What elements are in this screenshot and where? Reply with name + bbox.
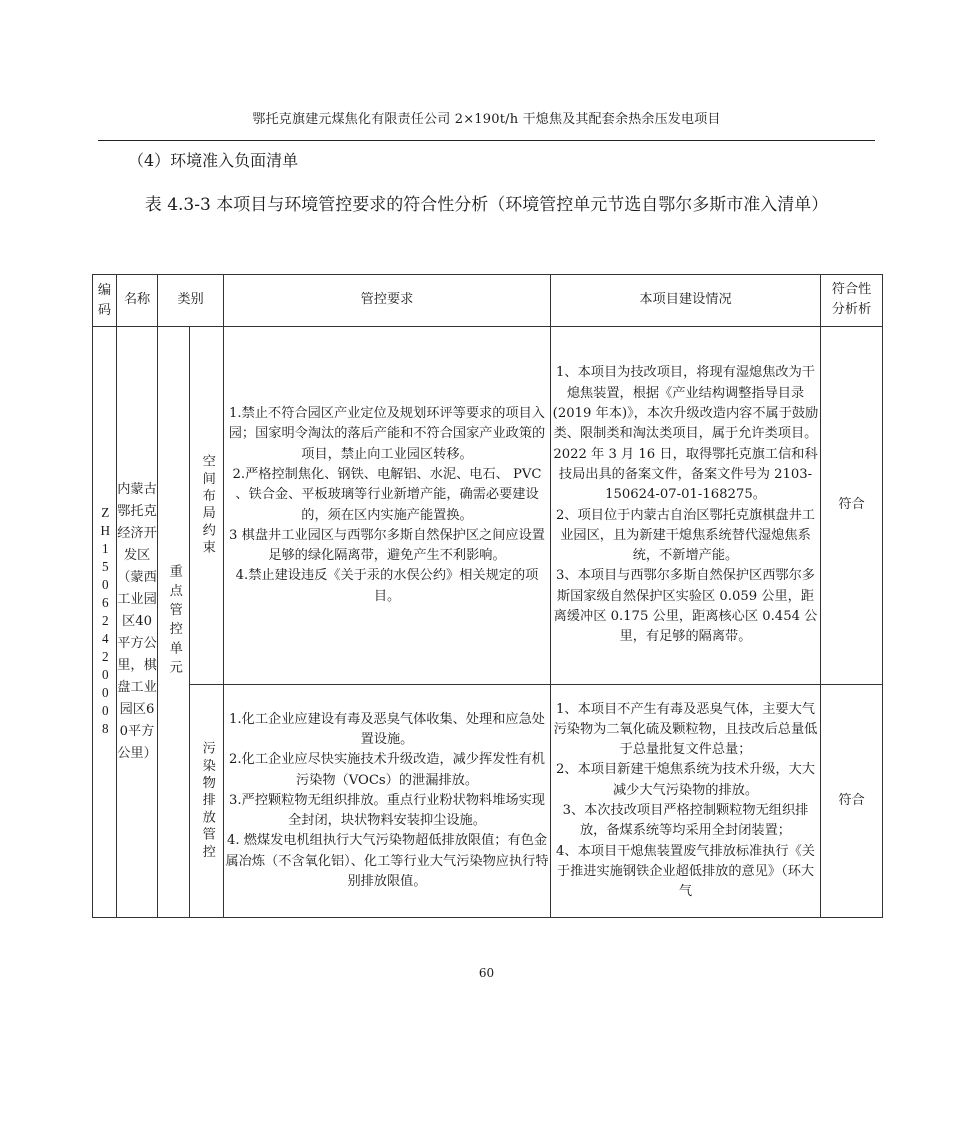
requirement-item: 4. 燃煤发电机组执行大气污染物超低排放限值；有色金属冶炼（不含氧化铝）、化工等行业大气污染物应执行特别排放限值。	[225, 833, 549, 890]
requirement-item: 4.禁止建设违反《关于汞的水俣公约》相关规定的项目。	[235, 568, 539, 604]
compliance-result: 符合	[821, 327, 883, 685]
situation-item: 3、本次技改项目严格控制颗粒物无组织排放，备煤系统等均采用全封闭装置；	[562, 803, 809, 839]
unit-code: ZH15062420008	[97, 505, 113, 739]
situation-item: 3、本项目与西鄂尔多斯自然保护区西鄂尔多斯国家级自然保护区实验区 0.059 公里，距离缓冲区 0.175 公里，距离核心区 0.454 公里，有足够的隔离带。	[553, 568, 818, 645]
header-divider	[98, 140, 875, 141]
page-number: 60	[478, 966, 495, 980]
requirement-item: 2.化工企业应尽快实施技术升级改造，减少挥发性有机污染物（VOCs）的泄漏排放。	[229, 752, 545, 788]
category-label: 空间布局约束	[199, 453, 215, 558]
category-cell	[190, 685, 224, 918]
header-compliance	[821, 275, 883, 327]
header-compliance-label: 符合性分析析	[831, 282, 872, 318]
requirement-item: 3 棋盘井工业园区与西鄂尔多斯自然保护区之间应设置足够的绿化隔离带，避免产生不利影响。	[229, 527, 545, 564]
situation-item: 4、本项目干熄焦装置废气排放标准执行《关于推进实施钢铁企业超低排放的意见》（环大气	[556, 843, 815, 900]
unit-type-cell	[158, 327, 190, 918]
table-caption: 表 4.3-3 本项目与环境管控要求的符合性分析（环境管控单元节选自鄂尔多斯市准入清单）	[144, 195, 829, 215]
requirement-cell	[224, 685, 551, 918]
requirement-item: 1.禁止不符合园区产业定位及规划环评等要求的项目入园；国家明令淘汰的落后产能和不符合国家产业政策的项目，禁止向工业园区转移。	[228, 406, 546, 462]
table-row	[93, 685, 883, 918]
situation-item: 2、项目位于内蒙古自治区鄂托克旗棋盘井工业园区，且为新建干熄焦系统替代湿熄焦系统，不新增产能。	[556, 507, 815, 564]
header-category: 类别	[158, 275, 224, 327]
situation-item: 1、本项目为技改项目，将现有湿熄焦改为干熄焦装置，根据《产业结构调整指导目录(2019 年本)》，本次升级改造内容不属于鼓励类、限制类和淘汰类项目，属于允许类项目。	[552, 365, 819, 442]
unit-code-cell	[93, 327, 117, 918]
unit-name: 内蒙古鄂托克经济开发区（蒙西工业园区40平方公里，棋盘工业园区60平方公里）	[117, 327, 158, 918]
header-code-label: 编码	[97, 282, 112, 318]
situation-cell	[551, 327, 821, 685]
requirement-item: 2.严格控制焦化、钢铁、电解铝、水泥、电石、 PVC 、铁合金、平板玻璃等行业新增产能，确需必要建设的，须在区内实施产能置换。	[232, 466, 542, 523]
requirement-cell	[224, 327, 551, 685]
header-code	[93, 275, 117, 327]
situation-item: 1、本项目不产生有毒及恶臭气体，主要大气污染物为二氧化硫及颗粒物，且技改后总量低于总量批复文件总量；	[553, 701, 818, 758]
situation-item: 2、本项目新建干熄焦系统为技术升级，大大减少大气污染物的排放。	[556, 762, 815, 798]
header-requirement: 管控要求	[224, 275, 551, 327]
table-header-row	[93, 275, 883, 327]
subsection-heading: （4）环境准入负面清单	[128, 151, 299, 170]
requirement-item: 1.化工企业应建设有毒及恶臭气体收集、处理和应急处置设施。	[229, 711, 545, 747]
category-cell	[190, 327, 224, 685]
situation-cell	[551, 685, 821, 918]
table-row	[93, 327, 883, 685]
header-name: 名称	[117, 275, 158, 327]
unit-type: 重点管控单元	[166, 564, 182, 680]
compliance-result: 符合	[821, 685, 883, 918]
requirement-item: 3.严控颗粒物无组织排放。重点行业粉状物料堆场实现全封闭，块状物料安装抑尘设施。	[229, 792, 545, 829]
compliance-table	[92, 274, 883, 918]
situation-item: 2022 年 3 月 16 日，取得鄂托克旗工信和科技局出具的备案文件，备案文件号为 2103-150624-07-01-168275。	[553, 446, 818, 503]
document-header-title: 鄂托克旗建元煤焦化有限责任公司 2×190t/h 干熄焦及其配套余热余压发电项目	[252, 112, 721, 127]
header-situation: 本项目建设情况	[551, 275, 821, 327]
category-label: 污染物排放管控	[199, 740, 215, 862]
